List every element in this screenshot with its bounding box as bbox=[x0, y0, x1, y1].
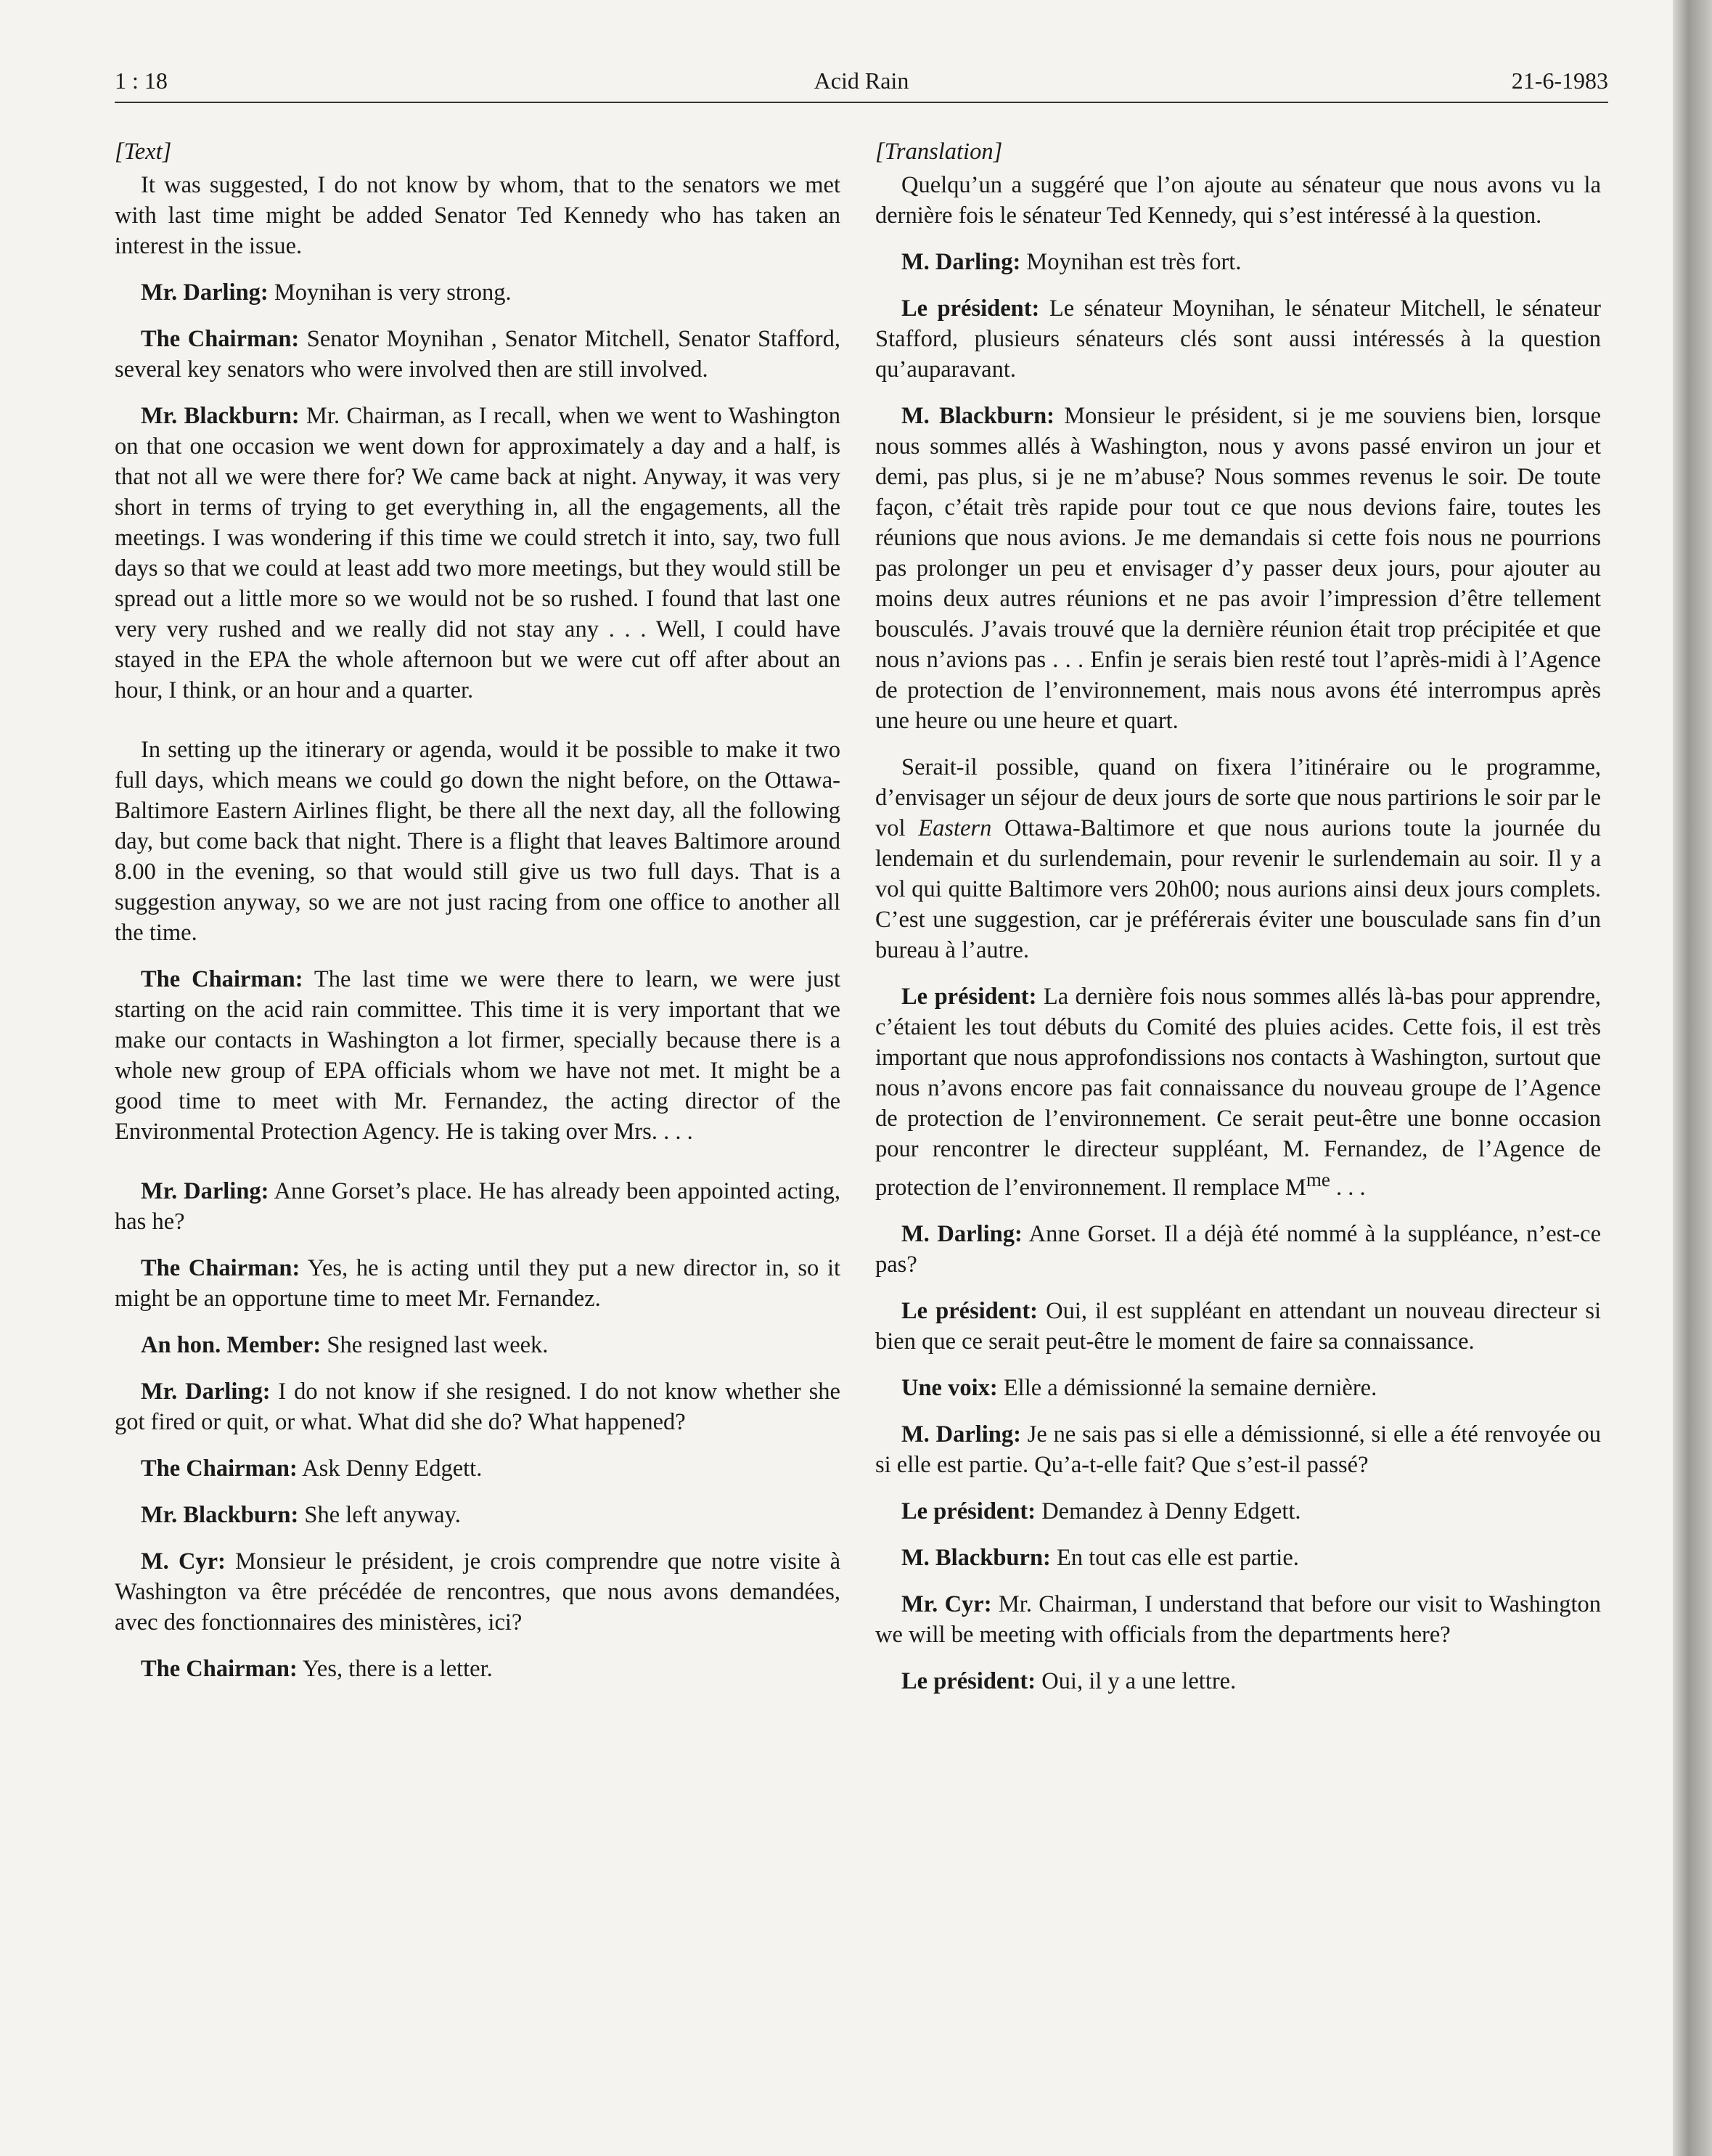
speaker: Mr. Darling: bbox=[141, 1379, 271, 1405]
paragraph: M. Darling: Je ne sais pas si elle a démissionné, si elle a été renvoyée ou si elle est partie. Qu’a-t-elle fait? Que s’est-il passé? bbox=[875, 1421, 1601, 1478]
english-column bbox=[115, 136, 840, 1700]
speaker: Mr. Blackburn: bbox=[141, 1502, 299, 1528]
speaker: The Chairman: bbox=[141, 326, 300, 352]
speaker: Mr. Darling: bbox=[141, 1178, 269, 1204]
speaker: M. Darling: bbox=[901, 249, 1021, 275]
column-label: [Translation] bbox=[875, 139, 1003, 165]
speaker: Le président: bbox=[901, 984, 1037, 1010]
paragraph: M. Blackburn: Monsieur le président, si je me souviens bien, lorsque nous sommes allés à Washington, nous y avons passé environ un jour et demi, pas plus, si je ne m’abuse? Nous sommes revenus le soir. De toute façon, c’était très rapide pour tout ce que nous devions faire, toutes les réunions que nous avions. Je me demandais si cette fois nous ne pourrions pas prolonger un peu et envisager d’y passer deux jours, pour ajouter au moins deux autres réunions et ne pas avoir l’impression d’être tellement bousculés. J’avais trouvé que la dernière réunion était trop précipitée et que nous n’avions pas . . . Enfin je serais bien resté tout l’après-midi à l’Agence de protection de l’environnement, mais nous avons été interrompus après une heure ou une heure et quart. bbox=[875, 403, 1601, 734]
speaker: The Chairman: bbox=[141, 1455, 298, 1482]
speaker: Le président: bbox=[901, 1667, 1036, 1694]
paragraph: Quelqu’un a suggéré que l’on ajoute au sénateur que nous avons vu la dernière fois le sénateur Ted Kennedy, qui s’est intéressé à la question. bbox=[875, 172, 1601, 229]
paragraph: The Chairman: The last time we were there to learn, we were just starting on the acid rain committee. This time it is very important that we make our contacts in Washington a lot firmer, specially because there is a whole new group of EPA officials whom we have not met. It might be a good time to meet with Mr. Fernandez, the acting director of the Environmental Protection Agency. He is taking over Mrs. . . . bbox=[115, 966, 840, 1145]
paragraph: Le président: Le sénateur Moynihan, le sénateur Mitchell, le sénateur Stafford, plusieurs sénateurs clés sont aussi intéressés à la question qu’auparavant. bbox=[875, 295, 1601, 383]
paragraph: The Chairman: Ask Denny Edgett. bbox=[141, 1455, 483, 1482]
superscript: me bbox=[1306, 1169, 1330, 1191]
paragraph: Le président: La dernière fois nous sommes allés là-bas pour apprendre, c’étaient les tout débuts du Comité des pluies acides. Cette fois, il est très important que nous approfondissions nos contacts à Washington, surtout que nous n’avons encore pas fait connaissance du nouveau groupe de l’Agence de protection de l’environnement. Ce serait peut-être une bonne occasion pour rencontrer le directeur suppléant, M. Fernandez, de l’Agence de protection de l’environnement. Il remplace $M^{me}$ . . . bbox=[875, 984, 1601, 1201]
column-label: [Text] bbox=[115, 139, 172, 165]
header-title: Acid Rain bbox=[814, 68, 909, 94]
paragraph: Une voix: Elle a démissionné la semaine dernière. bbox=[901, 1374, 1377, 1401]
speaker: The Chairman: bbox=[141, 966, 303, 992]
header-rule bbox=[115, 102, 1608, 103]
speaker: The Chairman: bbox=[141, 1656, 298, 1682]
speaker: M. Cyr: bbox=[141, 1548, 226, 1575]
speaker: Le président: bbox=[901, 1297, 1039, 1324]
paragraph: Le président: Demandez à Denny Edgett. bbox=[901, 1498, 1301, 1524]
paragraph: Serait-il possible, quand on fixera l’itinéraire ou le programme, d’envisager un séjour de deux jours de sorte que nous partirions le soir par le vol Eastern Ottawa-Baltimore et que nous aurions toute la journée du lendemain et du surlendemain, pour revenir le surlendemain au soir. Il y a vol qui quitte Baltimore vers 20h00; nous aurions ainsi deux jours complets. C’est une suggestion, car je préférerais éviter une bousculade sans fin d’un bureau à l’autre. bbox=[875, 754, 1602, 963]
paragraph: Le président: Oui, il est suppléant en attendant un nouveau directeur si bien que ce serait peut-être le moment de faire sa connaissance. bbox=[875, 1297, 1601, 1355]
paragraph: M. Blackburn: En tout cas elle est partie. bbox=[901, 1544, 1299, 1571]
page-edge bbox=[1673, 0, 1712, 2156]
italic-term: Eastern bbox=[918, 815, 992, 841]
header-date: 21-6-1983 bbox=[1511, 68, 1608, 94]
speaker: M. Blackburn: bbox=[901, 403, 1054, 429]
paragraph: Mr. Darling: I do not know if she resigned. I do not know whether she got fired or quit, or what. What did she do? What happened? bbox=[115, 1379, 840, 1435]
speaker: M. Blackburn: bbox=[901, 1544, 1051, 1571]
paragraph: The Chairman: Yes, he is acting until they put a new director in, so it might be an opportune time to meet Mr. Fernandez. bbox=[115, 1255, 841, 1312]
paragraph: Mr. Blackburn: Mr. Chairman, as I recall, when we went to Washington on that one occasion we went down for approximately a day and a half, is that not all we were there for? We came back at night. Anyway, it was very short in terms of trying to get everything in, all the engagements, all the meetings. I was wondering if this time we could stretch it into, say, two full days so that we could at least add two more meetings, but they would still be spread out a little more so we would not be so rushed. I found that last one very very rushed and we really did not stay any . . . Well, I could have stayed in the EPA the whole afternoon but we were cut off after about an hour, I think, or an hour and a quarter. bbox=[115, 403, 840, 703]
paragraph: An hon. Member: She resigned last week. bbox=[141, 1332, 549, 1358]
speaker: Le président: bbox=[901, 1498, 1036, 1524]
paragraph: In setting up the itinerary or agenda, would it be possible to make it two full days, which means we could go down the night before, on the Ottawa-Baltimore Eastern Airlines flight, be there all the next day, all the following day, but come back that night. There is a flight that leaves Baltimore around 8.00 in the evening, so that would still give us two full days. That is a suggestion anyway, so we are not just racing from one office to another all the time. bbox=[115, 737, 840, 946]
paragraph: M. Cyr: Monsieur le président, je crois comprendre que notre visite à Washington va être précédée de rencontres, que nous avons demandées, avec des fonctionnaires des ministères, ici? bbox=[115, 1548, 840, 1636]
speaker: An hon. Member: bbox=[141, 1332, 321, 1358]
speaker: M. Darling: bbox=[901, 1421, 1021, 1447]
speaker: The Chairman: bbox=[141, 1255, 300, 1281]
speaker: Mr. Darling: bbox=[141, 279, 269, 306]
running-header bbox=[115, 68, 1608, 101]
speaker: Une voix: bbox=[901, 1374, 998, 1401]
french-column bbox=[875, 136, 1601, 1712]
paragraph: Mr. Darling: Moynihan is very strong. bbox=[141, 279, 512, 306]
paragraph: The Chairman: Senator Moynihan , Senator Mitchell, Senator Stafford, several key senators who were involved then are still involved. bbox=[115, 326, 840, 383]
speaker: Mr. Cyr: bbox=[901, 1591, 992, 1617]
page-number: 1 : 18 bbox=[115, 68, 168, 94]
speaker: Le président: bbox=[901, 295, 1040, 322]
paragraph: M. Darling: Moynihan est très fort. bbox=[901, 249, 1242, 275]
paragraph: The Chairman: Yes, there is a letter. bbox=[141, 1656, 493, 1682]
paragraph: Mr. Blackburn: She left anyway. bbox=[141, 1502, 461, 1528]
paragraph: M. Darling: Anne Gorset. Il a déjà été nommé à la suppléance, n’est-ce pas? bbox=[875, 1220, 1602, 1278]
speaker: Mr. Blackburn: bbox=[141, 403, 300, 429]
paragraph: It was suggested, I do not know by whom, that to the senators we met with last time might be added Senator Ted Kennedy who has taken an interest in the issue. bbox=[115, 172, 840, 259]
paragraph: Mr. Darling: Anne Gorset’s place. He has already been appointed acting, has he? bbox=[115, 1178, 840, 1235]
paragraph: Mr. Cyr: Mr. Chairman, I understand that before our visit to Washington we will be meeting with officials from the departments here? bbox=[875, 1591, 1601, 1648]
paragraph: Le président: Oui, il y a une lettre. bbox=[901, 1667, 1237, 1694]
speaker: M. Darling: bbox=[901, 1220, 1023, 1247]
